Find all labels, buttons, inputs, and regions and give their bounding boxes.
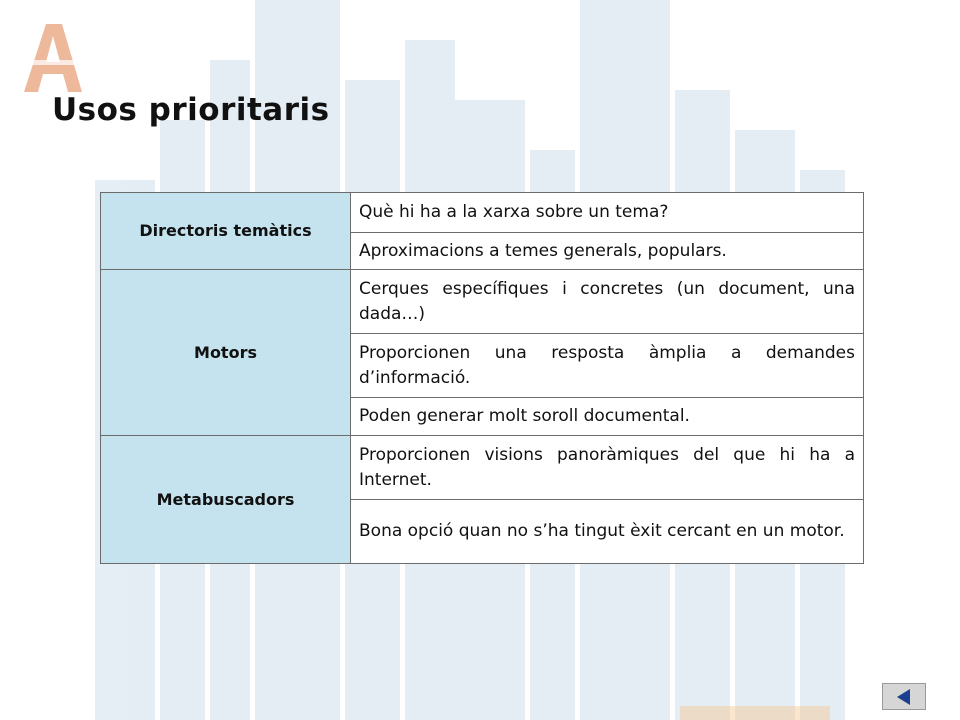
description-cell: Proporcionen una resposta àmplia a demandes d’informació. [351,334,864,398]
description-cell: Proporcionen visions panoràmiques del que hi ha a Internet. [351,436,864,500]
search-tools-table [100,192,864,564]
category-cell-directoris: Directoris temàtics [101,193,351,270]
page-title: Usos prioritaris [52,92,330,128]
description-cell: Poden generar molt soroll documental. [351,398,864,436]
description-cell: Què hi ha a la xarxa sobre un tema? [351,193,864,233]
description-cell: Cerques específiques i concretes (un document, una dada…) [351,270,864,334]
back-button[interactable] [882,683,926,710]
description-cell: Aproximacions a temes generals, populars. [351,233,864,270]
description-cell: Bona opció quan no s’ha tingut èxit cercant en un motor. [351,500,864,564]
category-cell-metabuscadors: Metabuscadors [101,436,351,564]
table-row [101,193,864,233]
table-row [101,436,864,500]
table-row [101,270,864,334]
a-letter-logo-icon [20,20,86,96]
back-arrow-icon [893,688,915,706]
category-cell-motors: Motors [101,270,351,436]
